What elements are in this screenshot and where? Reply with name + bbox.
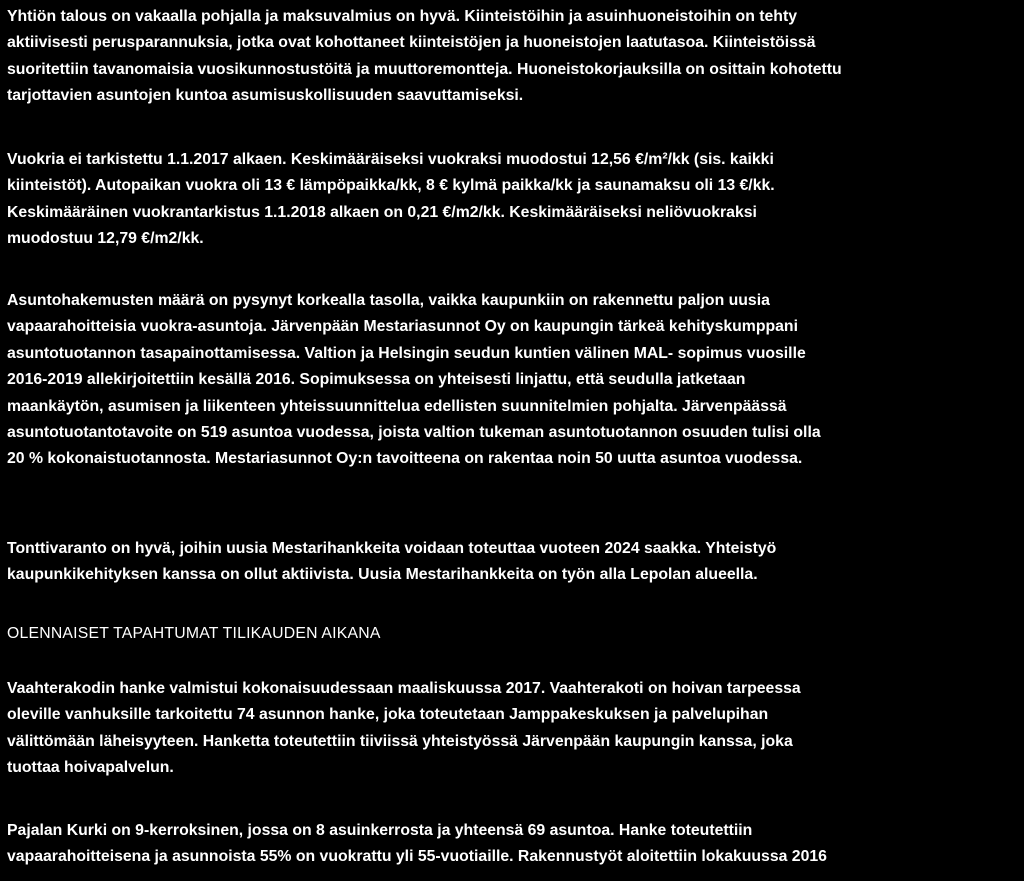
paragraph-line: välittömään läheisyyteen. Hanketta toteutettiin tiiviissä yhteistyössä Järvenpään kaupungin kanssa, joka xyxy=(7,732,793,750)
paragraph-line: Yhtiön talous on vakaalla pohjalla ja maksuvalmius on hyvä. Kiinteistöihin ja asuinhuoneistoihin on tehty xyxy=(7,8,797,25)
paragraph-pajalan-kurki xyxy=(7,818,827,871)
paragraph-line: oleville vanhuksille tarkoitettu 74 asunnon hanke, joka toteutetaan Jamppakeskuksen ja palvelupihan xyxy=(7,706,769,724)
paragraph-finances xyxy=(7,4,842,110)
paragraph-line: aktiivisesti perusparannuksia, jotka ovat kohottaneet kiinteistöjen ja huoneistojen laatutasoa. Kiinteistöissä xyxy=(7,34,816,52)
paragraph-line: tarjottavien asuntojen kuntoa asumisuskollisuuden saavuttamiseksi. xyxy=(7,87,524,105)
paragraph-line: 20 % kokonaistuotannosta. Mestariasunnot Oy:n tavoitteena on rakentaa noin 50 uutta asuntoa vuodessa. xyxy=(7,450,803,468)
paragraph-plot-reserve xyxy=(7,536,776,589)
paragraph-line: tuottaa hoivapalvelun. xyxy=(7,759,174,777)
paragraph-line: Pajalan Kurki on 9-kerroksinen, jossa on 8 asuinkerrosta ja yhteensä 69 asuntoa. Hanke toteutettiin xyxy=(7,822,753,839)
paragraph-vaahterakoti xyxy=(7,676,801,782)
paragraph-line: asuntotuotantotavoite on 519 asuntoa vuodessa, joista valtion tukeman asuntotuotannon osuuden tulisi olla xyxy=(7,423,821,441)
paragraph-line: asuntotuotannon tasapainottamisessa. Valtion ja Helsingin seudun kuntien välinen MAL- sopimus vuosille xyxy=(7,344,806,362)
paragraph-line: Vaahterakodin hanke valmistui kokonaisuudessaan maaliskuussa 2017. Vaahterakoti on hoivan tarpeessa xyxy=(7,680,801,697)
paragraph-line: maankäytön, asumisen ja liikenteen yhteissuunnittelua edellisten suunnitelmien pohjalta. Järvenpäässä xyxy=(7,397,787,415)
paragraph-line: Asuntohakemusten määrä on pysynyt korkealla tasolla, vaikka kaupunkiin on rakennettu paljon uusia xyxy=(7,292,770,309)
paragraph-line: Tonttivaranto on hyvä, joihin uusia Mestarihankkeita voidaan toteuttaa vuoteen 2024 saakka. Yhteistyö xyxy=(7,540,777,557)
paragraph-line: Keskimääräinen vuokrantarkistus 1.1.2018 alkaen on 0,21 €/m2/kk. Keskimääräiseksi neliövuokraksi xyxy=(7,203,757,221)
paragraph-line: kiinteistöt). Autopaikan vuokra oli 13 € lämpöpaikka/kk, 8 € kylmä paikka/kk ja saunamaksu oli 13 €/kk. xyxy=(7,177,775,195)
paragraph-applications xyxy=(7,288,821,473)
paragraph-line: Vuokria ei tarkistettu 1.1.2017 alkaen. Keskimääräiseksi vuokraksi muodostui 12,56 €/m²/kk (sis. kaikki xyxy=(7,151,774,168)
section-heading: OLENNAISET TAPAHTUMAT TILIKAUDEN AIKANA xyxy=(7,625,381,642)
paragraph-line: suoritettiin tavanomaisia vuosikunnostustöitä ja muuttoremontteja. Huoneistokorjauksilla on osittain kohotettu xyxy=(7,60,842,78)
paragraph-line: kaupunkikehityksen kanssa on ollut aktiivista. Uusia Mestarihankkeita on työn alla Lepolan alueella. xyxy=(7,566,758,584)
paragraph-line: vapaarahoitteisena ja asunnoista 55% on vuokrattu yli 55-vuotiaille. Rakennustyöt aloitettiin lokakuussa 2016 xyxy=(7,848,827,866)
paragraph-line: 2016-2019 allekirjoitettiin kesällä 2016. Sopimuksessa on yhteisesti linjattu, että seudulla jatketaan xyxy=(7,371,746,389)
paragraph-line: vapaarahoitteisia vuokra-asuntoja. Järvenpään Mestariasunnot Oy on kaupungin tärkeä kehityskumppani xyxy=(7,318,798,336)
paragraph-line: muodostuu 12,79 €/m2/kk. xyxy=(7,230,204,248)
paragraph-rents xyxy=(7,147,775,253)
